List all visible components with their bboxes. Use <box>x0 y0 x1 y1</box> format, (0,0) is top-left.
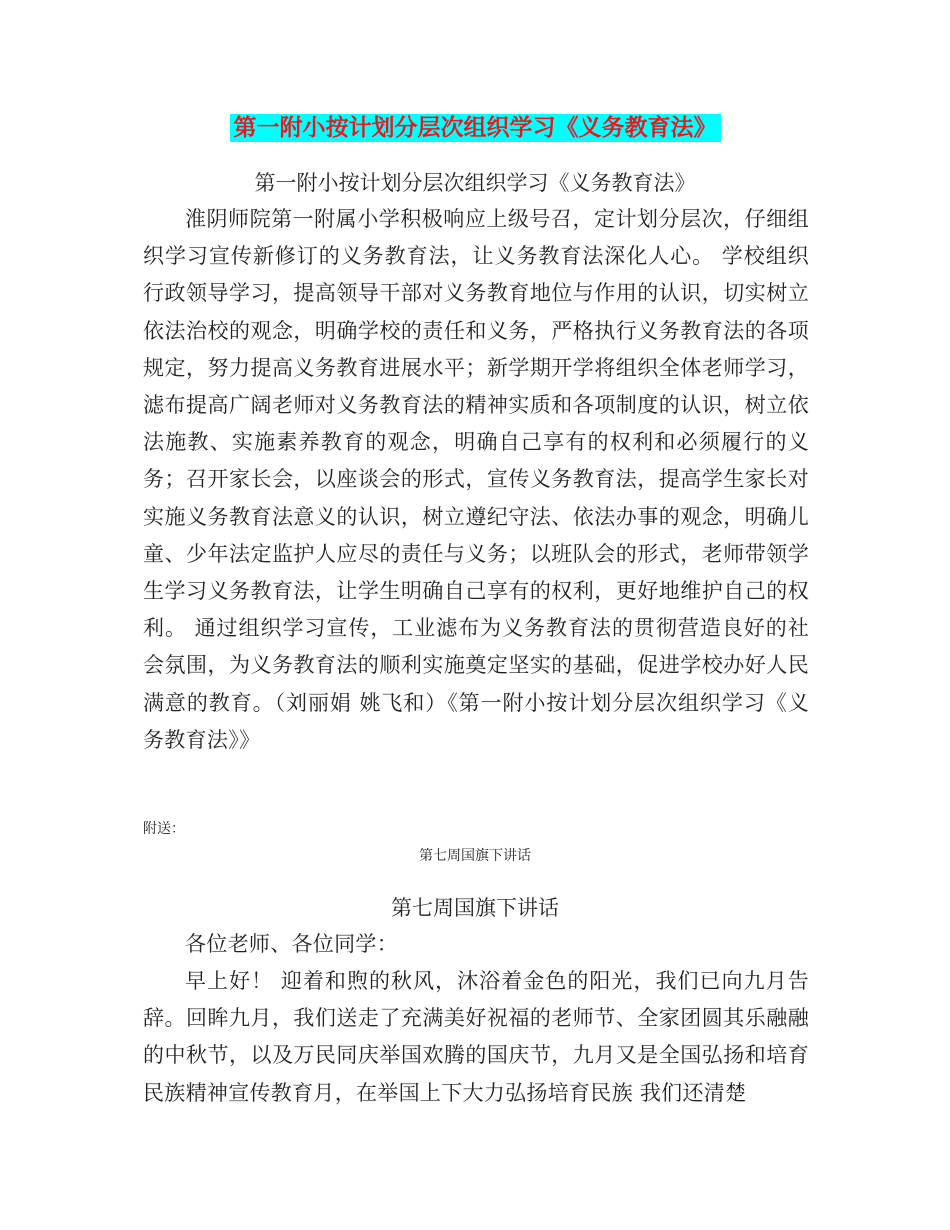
document-subtitle: 第一附小按计划分层次组织学习《义务教育法》 <box>254 171 696 195</box>
attachment-label: 附送： <box>143 821 185 837</box>
attachment-heading: 第七周国旗下讲话 <box>419 848 531 864</box>
attachment-greeting: 各位老师、各位同学： <box>185 932 398 956</box>
document-body-paragraph: 淮阴师院第一附属小学积极响应上级号召，定计划分层次，仔细组织学习宣传新修订的义务教育法，让义务教育法深化人心。 学校组织行政领导学习，提高领导干部对义务教育地位与作用的认识，切实树立依法治校的观念，明确学校的责任和义务，严格执行义务教育法的各项规定，努力提高义务教育进展水平；新学期开学将组织全体老师学习，滤布提高广阔老师对义务教育法的精神实质和各项制度的认识，树立依法施教、实施素养教育的观念，明确自己享有的权利和必须履行的义务；召开家长会，以座谈会的形式，宣传义务教育法，提高学生家长对实施义务教育法意义的认识，树立遵纪守法、依法办事的观念，明确儿童、少年法定监护人应尽的责任与义务；以班队会的形式，老师带领学生学习义务教育法，让学生明确自己享有的权利，更好地维护自己的权利。 通过组织学习宣传，工业滤布为义务教育法的贯彻营造良好的社会氛围，为义务教育法的顺利实施奠定坚实的基础，促进学校办好人民满意的教育。（刘丽娟 姚飞和）《第一附小按计划分层次组织学习《义务教育法》》 <box>143 207 809 752</box>
attachment-body-paragraph: 早上好！ 迎着和煦的秋风，沐浴着金色的阳光，我们已向九月告辞。回眸九月，我们送走了充满美好祝福的老师节、全家团圆其乐融融的中秋节，以及万民同庆举国欢腾的国庆节，九月又是全国弘扬和培育民族精神宣传教育月，在举国上下大力弘扬培育民族 我们还清楚 <box>143 969 809 1105</box>
document-title-text: 第一附小按计划分层次组织学习《义务教育法》 <box>230 114 721 142</box>
attachment-subtitle: 第七周国旗下讲话 <box>391 896 559 920</box>
document-title <box>0 113 950 143</box>
